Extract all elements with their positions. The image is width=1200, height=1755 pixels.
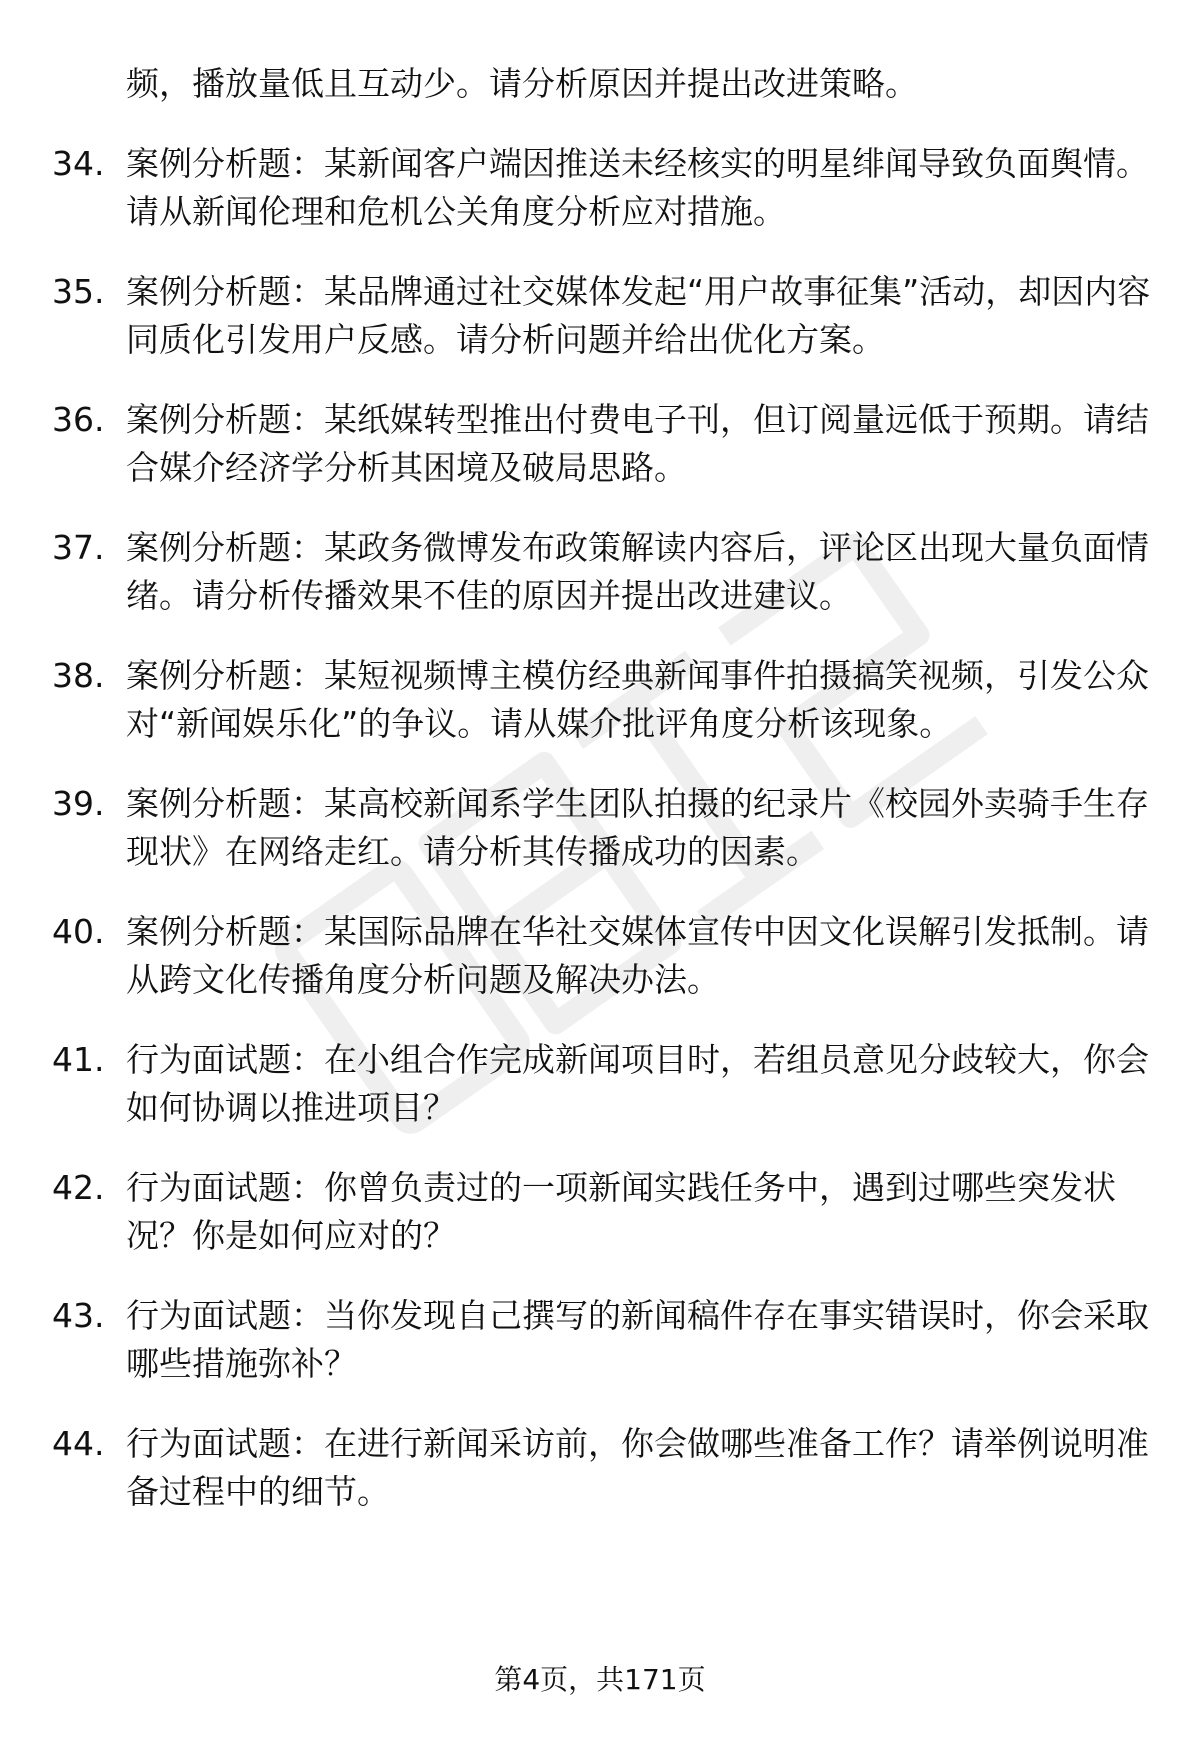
question-item	[52, 140, 1162, 236]
continuation-text: 频，播放量低且互动少。请分析原因并提出改进策略。	[126, 64, 918, 103]
question-text: 案例分析题：某政务微博发布政策解读内容后，评论区出现大量负面情绪。请分析传播效果不佳的原因并提出改进建议。	[126, 528, 1149, 615]
question-item	[52, 524, 1162, 620]
question-number: 41.	[52, 1040, 105, 1079]
question-item	[52, 1036, 1162, 1132]
question-number: 35.	[52, 272, 105, 311]
question-item	[52, 652, 1162, 748]
question-text: 案例分析题：某品牌通过社交媒体发起“用户故事征集”活动，却因内容同质化引发用户反感。请分析问题并给出优化方案。	[126, 272, 1151, 359]
question-item	[52, 396, 1162, 492]
question-text: 案例分析题：某纸媒转型推出付费电子刊，但订阅量远低于预期。请结合媒介经济学分析其困境及破局思路。	[126, 400, 1149, 487]
question-item	[52, 1420, 1162, 1516]
question-text: 案例分析题：某高校新闻系学生团队拍摄的纪录片《校园外卖骑手生存现状》在网络走红。请分析其传播成功的因素。	[126, 784, 1149, 871]
question-number: 39.	[52, 784, 105, 823]
question-item	[52, 780, 1162, 876]
question-number: 42.	[52, 1168, 105, 1207]
question-text: 案例分析题：某国际品牌在华社交媒体宣传中因文化误解引发抵制。请从跨文化传播角度分析问题及解决办法。	[126, 912, 1149, 999]
question-number: 34.	[52, 144, 105, 183]
question-number: 43.	[52, 1296, 105, 1335]
page-indicator: 第4页，共171页	[494, 1663, 706, 1696]
question-item	[52, 908, 1162, 1004]
question-number: 40.	[52, 912, 105, 951]
question-number: 38.	[52, 656, 105, 695]
question-text: 案例分析题：某新闻客户端因推送未经核实的明星绯闻导致负面舆情。请从新闻伦理和危机公关角度分析应对措施。	[126, 144, 1149, 231]
question-item	[52, 268, 1162, 364]
question-item	[52, 1292, 1162, 1388]
question-text: 行为面试题：在进行新闻采访前，你会做哪些准备工作？请举例说明准备过程中的细节。	[126, 1424, 1149, 1511]
question-text: 行为面试题：当你发现自己撰写的新闻稿件存在事实错误时，你会采取哪些措施弥补？	[126, 1296, 1149, 1383]
question-text: 案例分析题：某短视频博主模仿经典新闻事件拍摄搞笑视频，引发公众对“新闻娱乐化”的争议。请从媒介批评角度分析该现象。	[126, 656, 1149, 743]
question-number: 44.	[52, 1424, 105, 1463]
question-number: 37.	[52, 528, 105, 567]
question-text: 行为面试题：你曾负责过的一项新闻实践任务中，遇到过哪些突发状况？你是如何应对的？	[126, 1168, 1116, 1255]
question-list	[52, 140, 1162, 1516]
question-text: 行为面试题：在小组合作完成新闻项目时，若组员意见分歧较大，你会如何协调以推进项目？	[126, 1040, 1149, 1127]
question-number: 36.	[52, 400, 105, 439]
question-item	[52, 1164, 1162, 1260]
document-content	[52, 60, 1162, 1548]
